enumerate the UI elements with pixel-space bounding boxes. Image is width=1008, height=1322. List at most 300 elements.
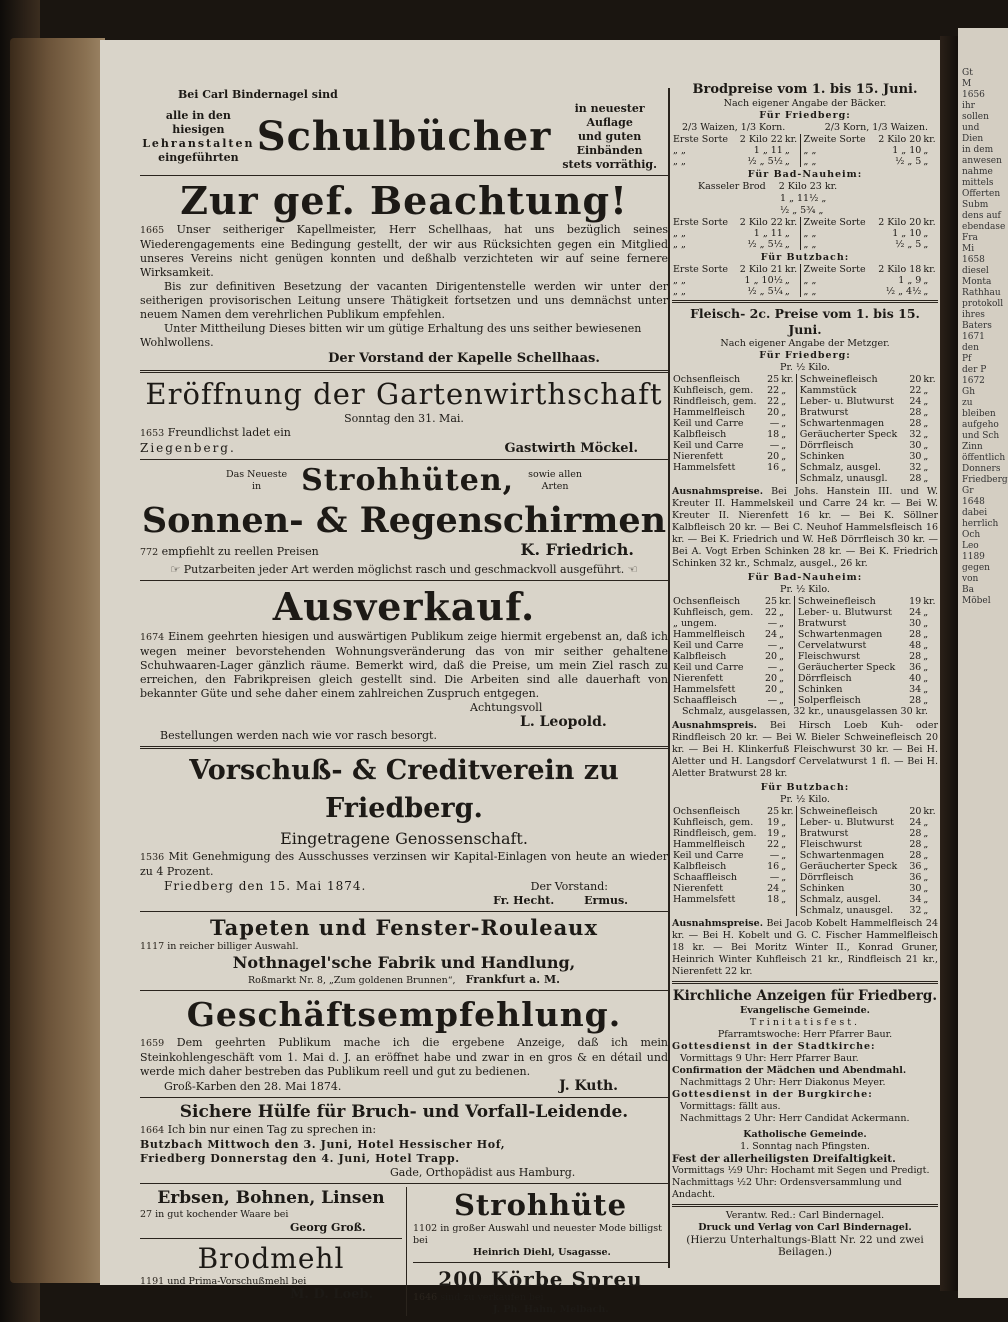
adjacent-page-line: dens auf bbox=[962, 211, 1001, 221]
line: sowie allen bbox=[528, 469, 583, 480]
table-cell: Schweinefleisch bbox=[796, 806, 907, 817]
line: Lehranstalten bbox=[142, 137, 255, 150]
table-cell: 2 Kilo 22 bbox=[739, 217, 783, 228]
table-cell: 22 bbox=[767, 396, 780, 407]
table-cell: „ bbox=[923, 861, 929, 872]
table-cell: 30 bbox=[909, 451, 922, 462]
table-cell: kr. bbox=[923, 264, 936, 275]
table-cell: 1 „ 9 bbox=[898, 275, 922, 286]
ad-number: 1117 bbox=[140, 941, 165, 952]
table-cell: 28 bbox=[909, 629, 922, 640]
table-cell: „ bbox=[779, 618, 785, 629]
adjacent-page-line: öffentlich bbox=[962, 453, 1006, 463]
ad-post bbox=[528, 469, 582, 493]
ad-signature: J. Kuth. bbox=[559, 1078, 618, 1094]
ad-signature: Georg Groß. bbox=[290, 1221, 366, 1234]
table-cell: 28 bbox=[909, 828, 922, 839]
ad-title: Strohhüten, bbox=[301, 463, 515, 498]
table-cell: „ bbox=[781, 828, 787, 839]
table-cell bbox=[780, 905, 796, 916]
table-cell: „ „ bbox=[800, 228, 873, 239]
brod-row bbox=[672, 156, 938, 167]
table-cell: „ bbox=[779, 651, 785, 662]
table-cell: „ bbox=[784, 145, 790, 156]
table-cell: 30 bbox=[909, 883, 922, 894]
adjacent-page-line: protokoll bbox=[962, 299, 1004, 309]
adjacent-page-line: Ba bbox=[962, 585, 974, 595]
ad-friedrich bbox=[140, 463, 668, 577]
ad-line: Freundlichst ladet ein bbox=[167, 426, 291, 439]
table-cell: „ bbox=[923, 684, 929, 695]
ad-text bbox=[140, 545, 319, 560]
fleisch-row bbox=[672, 905, 938, 916]
table-cell: Bratwurst bbox=[796, 407, 907, 418]
table-cell: kr. bbox=[923, 217, 936, 228]
table-cell: Schmalz, ausgel. bbox=[796, 462, 907, 473]
table-cell: „ bbox=[923, 662, 929, 673]
ad-line: in großer Auswahl und neuester Mode billigst bei bbox=[413, 1223, 662, 1246]
ad-signature: M. D. Loeb. bbox=[290, 1287, 374, 1302]
table-cell: 19 bbox=[767, 828, 780, 839]
ad-title: Tapeten und Fenster-Rouleaux bbox=[210, 915, 598, 940]
table-cell: Hammelfleisch bbox=[673, 407, 745, 418]
ad-place-date: Groß-Karben den 28. Mai 1874. bbox=[164, 1080, 342, 1093]
table-cell: Schwartenmagen bbox=[796, 850, 907, 861]
ad-number: 1664 bbox=[140, 1125, 165, 1136]
table-cell: Erste Sorte bbox=[673, 134, 729, 145]
adjacent-page-line: Subm bbox=[962, 200, 989, 210]
ad-ausverkauf bbox=[140, 584, 668, 743]
divider bbox=[140, 1238, 402, 1239]
exceptions bbox=[672, 486, 938, 570]
ad-number: 1102 bbox=[413, 1223, 438, 1234]
adjacent-page-line: in dem bbox=[962, 145, 994, 155]
table-cell: Kalbfleisch bbox=[673, 651, 727, 662]
table-cell: 32 bbox=[909, 462, 922, 473]
adjacent-page-line: dabei bbox=[962, 508, 988, 518]
table-cell bbox=[765, 473, 780, 484]
ad-text bbox=[140, 941, 668, 953]
divider bbox=[672, 1204, 938, 1207]
table-cell: „ „ bbox=[800, 286, 873, 297]
table-cell: „ bbox=[779, 607, 785, 618]
table-cell: Erste Sorte bbox=[673, 264, 729, 275]
church-line: Nachmittags ½2 Uhr: Ordensversammlung und Andacht. bbox=[672, 1177, 902, 1200]
fleisch-table-friedberg bbox=[672, 374, 938, 484]
table-cell: „ „ bbox=[800, 145, 873, 156]
table-cell: 32 bbox=[909, 905, 922, 916]
fleisch-row bbox=[672, 651, 938, 662]
region-heading: Für Friedberg: bbox=[759, 110, 851, 121]
newspaper-page bbox=[100, 40, 946, 1315]
ad-text: Unser seitheriger Kapellmeister, Herr Schellhaas, hat uns bezüglich seines Wiederengagements eine Bedingung gestellt, der wir aus Rücksichten gegen ein Mitglied unseres Vereins nicht genügen konnten und deßhalb verzichteten wir auf seine fernere Wirksamkeit. bbox=[140, 223, 668, 279]
ad-body bbox=[140, 1036, 668, 1079]
table-cell: „ bbox=[923, 239, 929, 250]
ad-signature: Gade, Orthopädist aus Hamburg. bbox=[390, 1166, 576, 1179]
ad-title: Sichere Hülfe für Bruch- und Vorfall-Leidende. bbox=[179, 1102, 629, 1122]
cell: „ bbox=[818, 205, 824, 216]
table-cell: „ bbox=[923, 673, 929, 684]
section-title: Kirchliche Anzeigen für Friedberg. bbox=[672, 988, 938, 1004]
ad-erbsen bbox=[140, 1187, 402, 1235]
adjacent-page-line: gegen bbox=[962, 563, 990, 573]
ad-text: Unter Mittheilung Dieses bitten wir um gütige Erhaltung des uns seither bewiesenen Wohlwollens. bbox=[140, 322, 642, 349]
table-cell: 20 bbox=[767, 407, 780, 418]
schmalz-line: Schmalz, ausgelassen, 32 kr., unausgelassen 30 kr. bbox=[682, 706, 928, 717]
table-cell: 2 Kilo 20 bbox=[878, 134, 922, 145]
ad-number: 772 bbox=[140, 547, 159, 558]
table-cell: „ bbox=[923, 607, 929, 618]
cell: ½ „ 5¾ bbox=[780, 205, 816, 216]
table-cell: Hammelfleisch bbox=[673, 629, 745, 640]
adjacent-page-line: nahme bbox=[962, 167, 993, 177]
table-cell: Cervelatwurst bbox=[794, 640, 906, 651]
table-cell: Schaaffleisch bbox=[673, 872, 738, 883]
table-cell: Dörrfleisch bbox=[794, 673, 906, 684]
table-cell: „ bbox=[781, 462, 787, 473]
table-cell: „ bbox=[781, 850, 787, 861]
adjacent-page-line: ihres bbox=[962, 310, 985, 320]
adjacent-page-line: 1648 bbox=[962, 497, 985, 507]
church-line: 1. Sonntag nach Pfingsten. bbox=[740, 1141, 870, 1152]
ad-line: in reicher billiger Auswahl. bbox=[167, 941, 299, 952]
table-cell: „ bbox=[923, 640, 929, 651]
ad-line: Friedberg Donnerstag den 4. Juni, Hotel Trapp. bbox=[140, 1152, 460, 1165]
table-cell: 2 Kilo 22 bbox=[739, 134, 783, 145]
line: alle in den hiesigen bbox=[165, 109, 231, 136]
table-cell: 28 bbox=[909, 695, 922, 706]
table-cell: „ bbox=[923, 872, 929, 883]
region-heading: Für Butzbach: bbox=[760, 252, 850, 263]
fleisch-row bbox=[672, 418, 938, 429]
table-cell: Keil und Carre bbox=[673, 418, 744, 429]
table-cell: Kuhfleisch, gem. bbox=[673, 817, 754, 828]
table-cell: „ bbox=[923, 850, 929, 861]
fleisch-row bbox=[672, 618, 938, 629]
ad-city: Frankfurt a. M. bbox=[465, 973, 560, 986]
ad-number: 27 bbox=[140, 1209, 153, 1220]
church-line: Vormittags: fällt aus. bbox=[680, 1101, 781, 1112]
region-heading: Für Friedberg: bbox=[759, 350, 851, 361]
table-cell: 40 bbox=[909, 673, 922, 684]
table-cell: Keil und Carre bbox=[673, 662, 744, 673]
table-cell: „ „ bbox=[673, 145, 686, 156]
exceptions bbox=[672, 720, 938, 780]
table-cell: 20 bbox=[767, 451, 780, 462]
table-cell: 1 „ 10 bbox=[892, 228, 922, 239]
table-cell: 18 bbox=[767, 429, 780, 440]
fleisch-row bbox=[672, 817, 938, 828]
region-heading: Für Bad-Nauheim: bbox=[747, 169, 863, 180]
table-cell: „ bbox=[923, 418, 929, 429]
fleisch-row bbox=[672, 872, 938, 883]
ad-title: Vorschuß- & Creditverein zu Friedberg. bbox=[189, 755, 619, 824]
ad-signature: K. Friedrich. bbox=[520, 540, 634, 559]
exceptions-label: Ausnahmspreise. bbox=[672, 486, 763, 497]
cell: 1 „ 11½ bbox=[780, 193, 819, 204]
adjacent-page-line: 1671 bbox=[962, 332, 985, 342]
table-cell: 1 „ 11 bbox=[753, 145, 783, 156]
small-ads-grid bbox=[140, 1187, 668, 1316]
church-line: Vormittags ½9 Uhr: Hochamt mit Segen und Predigt. bbox=[672, 1165, 930, 1176]
table-cell: Schwartenmagen bbox=[796, 418, 907, 429]
ad-signature: Gastwirth Möckel. bbox=[504, 441, 638, 456]
adjacent-page-line: sollen bbox=[962, 112, 989, 122]
table-cell: „ bbox=[923, 429, 929, 440]
ad-note bbox=[140, 563, 668, 577]
table-cell: ½ „ 5½ bbox=[747, 239, 783, 250]
table-cell: Schmalz, unausgel. bbox=[796, 905, 907, 916]
table-cell: „ bbox=[779, 684, 785, 695]
table-cell: Geräucherter Speck bbox=[796, 429, 907, 440]
divider bbox=[140, 370, 668, 373]
exceptions bbox=[672, 918, 938, 978]
table-cell bbox=[672, 905, 765, 916]
ad-geschaeft bbox=[140, 994, 668, 1094]
table-cell: Solperfleisch bbox=[794, 695, 906, 706]
ad-text bbox=[140, 1209, 402, 1221]
feast: Fest der allerheiligsten Dreifaltigkeit. bbox=[672, 1153, 896, 1165]
table-cell: 28 bbox=[909, 850, 922, 861]
ad-number: 1536 bbox=[140, 852, 165, 863]
table-cell: 24 bbox=[909, 817, 922, 828]
ad-title: Zur gef. Beachtung! bbox=[180, 178, 628, 223]
exceptions-text: Bei Jacob Kobelt Hammelfleisch 24 kr. — Bei H. Kobelt und G. C. Fischer Hammelfleisch 18 kr. — Bei Moritz Winter II., Konrad Gruner, Heinrich Winter Kuhfleisch 21 kr., Rindfleisch 21 kr., Nierenfett 22 kr. bbox=[672, 918, 938, 977]
ad-footer bbox=[140, 879, 668, 894]
region-heading: Für Butzbach: bbox=[760, 782, 850, 793]
table-cell: 2 Kilo 20 bbox=[878, 217, 922, 228]
table-cell: Schinken bbox=[794, 684, 906, 695]
table-cell: — bbox=[767, 640, 778, 651]
table-cell: 25 bbox=[767, 374, 780, 385]
table-cell: 24 bbox=[909, 607, 922, 618]
unit-label: Pr. ½ Kilo. bbox=[780, 794, 830, 805]
table-cell: 19 bbox=[767, 817, 780, 828]
ad-text bbox=[413, 1223, 668, 1247]
divider bbox=[140, 990, 668, 991]
table-cell: Ochsenfleisch bbox=[673, 374, 741, 385]
table-cell: „ bbox=[781, 451, 787, 462]
divider bbox=[672, 300, 938, 303]
church-line: Nachmittags 2 Uhr: Herr Candidat Ackermann. bbox=[680, 1113, 910, 1124]
brod-row bbox=[672, 275, 938, 286]
table-cell: 34 bbox=[909, 684, 922, 695]
table-cell: Bratwurst bbox=[796, 828, 907, 839]
table-cell: „ bbox=[923, 275, 929, 286]
ad-spreu bbox=[413, 1266, 668, 1316]
table-cell: Schmalz, unausgl. bbox=[796, 473, 907, 484]
line: Arten bbox=[541, 481, 569, 492]
table-cell: „ bbox=[923, 385, 929, 396]
ad-address-row bbox=[140, 973, 668, 987]
table-cell: Nierenfett bbox=[673, 883, 724, 894]
fleisch-row bbox=[672, 806, 938, 817]
fleisch-row bbox=[672, 861, 938, 872]
ad-strohhuete bbox=[413, 1187, 668, 1259]
table-cell bbox=[765, 905, 780, 916]
congregation: Evangelische Gemeinde. bbox=[740, 1005, 870, 1016]
imprint-line: (Hierzu Unterhaltungs-Blatt Nr. 22 und zwei Beilagen.) bbox=[686, 1234, 924, 1258]
ad-pre bbox=[226, 469, 287, 493]
adjacent-page-line: und Sch bbox=[962, 431, 1000, 441]
table-cell: „ bbox=[923, 894, 929, 905]
ad-line: in gut kochender Waare bei bbox=[155, 1209, 289, 1220]
adjacent-page-line: diesel bbox=[962, 266, 989, 276]
ad-title: Eröffnung der Gartenwirthschaft bbox=[145, 377, 663, 411]
table-cell: „ bbox=[923, 828, 929, 839]
ad-signatures bbox=[140, 894, 668, 908]
table-cell: 16 bbox=[767, 462, 780, 473]
table-cell: — bbox=[769, 418, 780, 429]
table-cell: Kuhfleisch, gem. bbox=[673, 385, 754, 396]
table-cell: kr. bbox=[923, 596, 936, 607]
adjacent-page-line: Mi bbox=[962, 244, 975, 254]
fleisch-table-butzbach bbox=[672, 806, 938, 916]
table-cell: Fleischwurst bbox=[796, 839, 907, 850]
line: Das Neueste bbox=[225, 469, 288, 480]
exceptions-text: Bei Johs. Hanstein III. und W. Kreuter II. Hammelskeil und Carre 24 kr. — Bei W. Kreuter II. Nierenfett 16 kr. — Bei K. Söllner Kalbfleisch 20 kr. — Bei C. Neuhof Hammelsfleisch 16 kr. — Bei K. Friedrich und W. Heß Dörrfleisch 30 kr. — Bei A. Vogt Erben Schinken 28 kr. — Bei K. Friedrich Schinken 32 kr., Schmalz, ausgel., 26 kr. bbox=[672, 486, 938, 569]
line: in neuester Auflage bbox=[574, 102, 645, 129]
section-subtitle: Nach eigener Angabe der Bäcker. bbox=[723, 98, 887, 109]
table-cell: „ bbox=[781, 861, 787, 872]
church-line: Nachmittags 2 Uhr: Herr Diakonus Meyer. bbox=[680, 1077, 886, 1088]
hand-left-icon: ☞ bbox=[170, 563, 181, 576]
table-cell: Geräucherter Speck bbox=[794, 662, 906, 673]
table-cell: „ bbox=[781, 418, 787, 429]
ad-line: empfiehlt zu reellen Preisen bbox=[161, 545, 319, 558]
adjacent-page-line: Gh bbox=[962, 387, 975, 397]
feast: Trinitatisfest. bbox=[749, 1017, 861, 1028]
table-cell: „ „ bbox=[800, 275, 873, 286]
table-cell: Leber- u. Blutwurst bbox=[794, 607, 906, 618]
ad-number: 1659 bbox=[140, 1038, 165, 1049]
table-cell: kr. bbox=[784, 217, 798, 228]
adjacent-page-line: mittels bbox=[962, 178, 994, 188]
adjacent-page-line: Baters bbox=[962, 321, 992, 331]
table-cell: 30 bbox=[909, 440, 922, 451]
ad-body bbox=[140, 223, 668, 280]
table-cell: „ bbox=[923, 451, 929, 462]
adjacent-page-line: Pf bbox=[962, 354, 972, 364]
table-cell: 34 bbox=[909, 894, 922, 905]
brod-row bbox=[672, 264, 938, 275]
table-cell: ½ „ 4½ bbox=[885, 286, 922, 297]
ad-title-2: Sonnen- & Regenschirmen bbox=[141, 500, 667, 541]
adjacent-page-line: Donners bbox=[962, 464, 1001, 474]
ad-text: Einem geehrten hiesigen und auswärtigen Publikum zeige hiermit ergebenst an, daß ich wegen meiner bevorstehenden Wohnungsveränderung das von mir seither gehaltene Schuhwaaren-Lager gänzlich räume. Bemerkt wird, daß die Preise, um mein Ziel rasch zu erreichen, den Fabrikpreisen gleich gestellt sind. Die Arbeiten sind alle dauerhaft von bekannter Güte und sehe daher einem zahlreichen Zuspruch entgegen. bbox=[140, 630, 668, 700]
ad-date: Sonntag den 31. Mai. bbox=[344, 412, 464, 425]
table-cell: — bbox=[767, 618, 778, 629]
service-heading: Gottesdienst in der Burgkirche: bbox=[672, 1089, 873, 1100]
column-divider bbox=[668, 88, 670, 1268]
ad-text: Mit Genehmigung des Ausschusses verzinsen wir Kapital-Einlagen von heute an wieder zu 4 Prozent. bbox=[140, 850, 669, 878]
divider bbox=[140, 911, 668, 912]
table-cell: Zweite Sorte bbox=[800, 264, 873, 275]
adjacent-page-line: Friedberg bbox=[962, 475, 1008, 485]
table-cell: „ bbox=[781, 839, 787, 850]
fleisch-row bbox=[672, 883, 938, 894]
adjacent-page-line: Och bbox=[962, 530, 981, 540]
table-cell: „ bbox=[781, 385, 787, 396]
section-title: Fleisch- 2c. Preise vom 1. bis 15. Juni. bbox=[690, 306, 920, 337]
cell: Kasseler Brod bbox=[698, 181, 766, 192]
table-cell: Hammelfleisch bbox=[673, 839, 745, 850]
ad-body bbox=[140, 630, 668, 701]
table-cell: „ bbox=[781, 817, 787, 828]
ad-signature: J. Ph. Hahn, Melbach. bbox=[493, 1304, 609, 1315]
table-cell: Dörrfleisch bbox=[796, 872, 907, 883]
fleisch-row bbox=[672, 385, 938, 396]
page-edges bbox=[10, 38, 105, 1283]
ad-huelfe bbox=[140, 1101, 668, 1180]
exceptions-label: Ausnahmspreise. bbox=[672, 918, 763, 929]
table-cell: Schinken bbox=[796, 451, 907, 462]
ad-title: Strohhüte bbox=[453, 1188, 628, 1222]
brod-kasseler-3 bbox=[672, 205, 938, 217]
adjacent-page-text bbox=[958, 28, 1008, 607]
table-cell: 16 bbox=[767, 861, 780, 872]
table-cell: — bbox=[769, 440, 780, 451]
table-cell bbox=[672, 473, 765, 484]
ad-intro: Bei Carl Bindernagel sind bbox=[178, 88, 338, 101]
ad-body bbox=[140, 850, 668, 879]
exceptions-text: Bei Hirsch Loeb Kuh- oder Rindfleisch 20 kr. — Bei W. Bieler Schweinefleisch 20 kr. — Bei H. Klinkerfuß Fleischwurst 30 kr. — Bei H. Aletter und H. Langsdorf Cervelatwurst 1 fl. — Bei H. Aletter Bratwurst 28 kr. bbox=[672, 720, 938, 779]
brod-row bbox=[672, 145, 938, 156]
ad-closing: Achtungsvoll bbox=[470, 701, 543, 714]
unit-label: Pr. ½ Kilo. bbox=[780, 584, 830, 595]
adjacent-page-line: Dien bbox=[962, 134, 984, 144]
table-cell: 22 bbox=[767, 385, 780, 396]
ad-schulbuecher bbox=[140, 88, 668, 172]
cell: 2 Kilo 23 bbox=[778, 181, 822, 192]
adjacent-page-line: ebendase bbox=[962, 222, 1006, 232]
fleisch-row bbox=[672, 684, 938, 695]
small-ads-left bbox=[140, 1187, 407, 1316]
table-cell: kr. bbox=[781, 806, 794, 817]
table-cell: ½ „ 5¼ bbox=[747, 286, 783, 297]
table-cell: 20 bbox=[909, 374, 922, 385]
line: und guten Einbänden bbox=[576, 130, 643, 157]
ad-text bbox=[140, 1123, 668, 1138]
line: in bbox=[251, 481, 262, 492]
table-cell: Kuhfleisch, gem. bbox=[673, 607, 754, 618]
adjacent-page-line: Rathhau bbox=[962, 288, 1001, 298]
ad-line: Ich bin nur einen Tag zu sprechen in: bbox=[167, 1123, 377, 1136]
table-cell: „ bbox=[779, 629, 785, 640]
brod-prices bbox=[672, 82, 938, 297]
fleisch-row bbox=[672, 407, 938, 418]
table-cell: Kammstück bbox=[796, 385, 907, 396]
region-heading: Für Bad-Nauheim: bbox=[747, 572, 863, 583]
fleisch-row bbox=[672, 695, 938, 706]
table-cell: Dörrfleisch bbox=[796, 440, 907, 451]
table-cell: Nierenfett bbox=[673, 451, 724, 462]
ad-number: 1191 bbox=[140, 1276, 165, 1287]
church-line: Vormittags 9 Uhr: Herr Pfarrer Baur. bbox=[680, 1053, 859, 1064]
church-notices bbox=[672, 987, 938, 1201]
fleisch-row bbox=[672, 607, 938, 618]
fleisch-row bbox=[672, 839, 938, 850]
brod-row bbox=[672, 217, 938, 228]
adjacent-page-line: M bbox=[962, 79, 972, 89]
table-cell: „ „ bbox=[673, 156, 686, 167]
table-cell: 20 bbox=[765, 651, 778, 662]
table-cell: 2 Kilo 18 bbox=[878, 264, 922, 275]
table-cell: „ „ bbox=[673, 275, 686, 286]
table-cell: 22 bbox=[909, 385, 922, 396]
table-cell: „ bbox=[923, 396, 929, 407]
table-cell: „ „ bbox=[673, 228, 686, 239]
